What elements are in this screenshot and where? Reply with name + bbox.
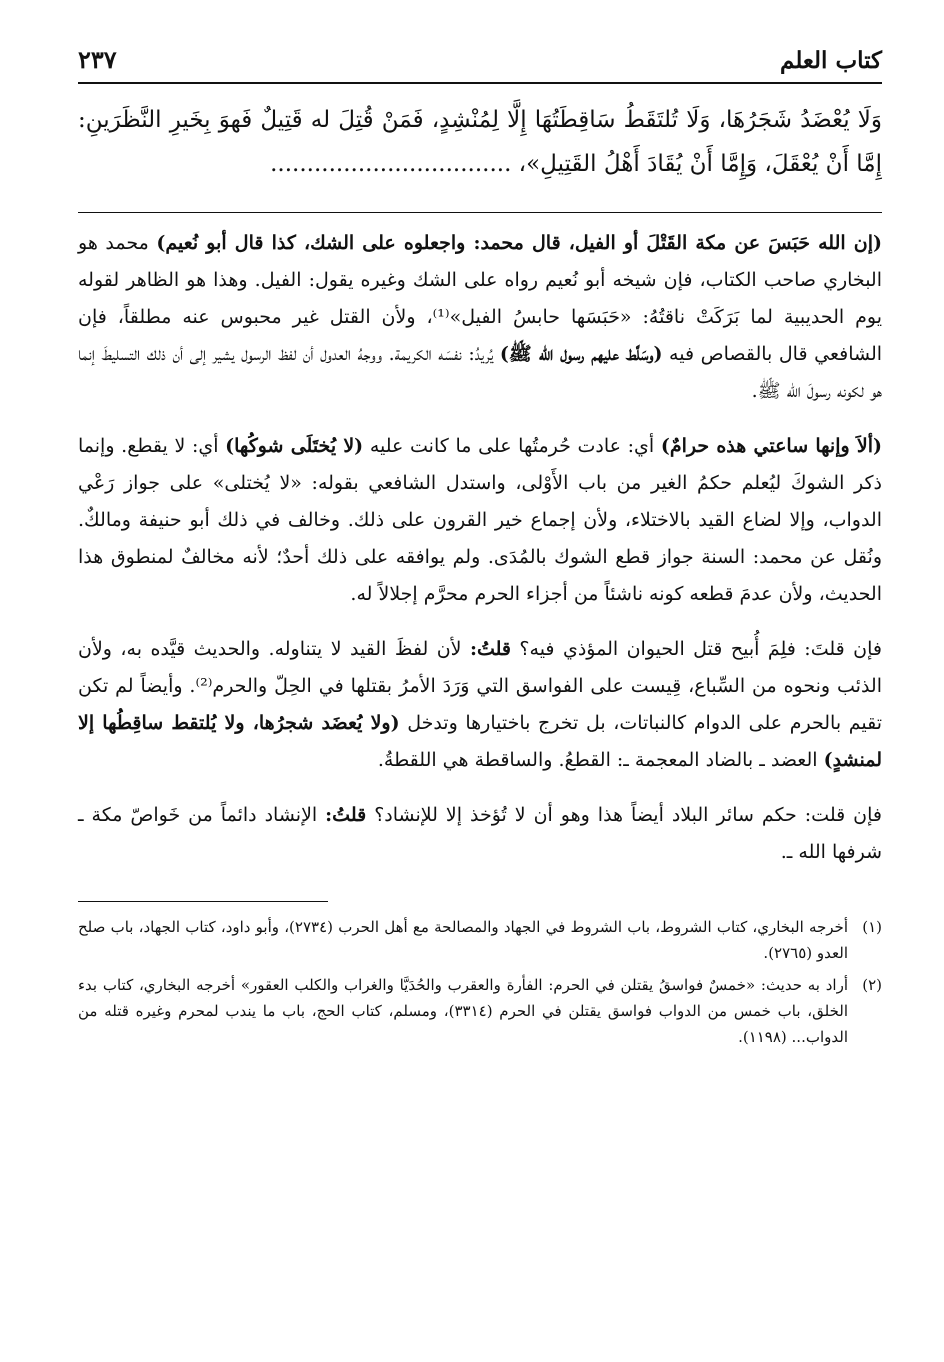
bold-quote: (إن الله حَبَسَ عن مكة القَتْلَ أو الفيل، قال محمد: واجعلوه على الشك، كذا قال أبو نُعيم) [156,232,882,254]
commentary-paragraph-1 [78,225,882,410]
paragraph-text: أي: عادت حُرمتُها على ما كانت عليه [363,435,661,457]
bold-quote: (لا يُختَلَى شوكُها) [225,435,364,457]
bold-quote: (ولا يُعضَد شجرُها، ولا يُلتقط ساقِطُها إلا لمنشدٍ) [78,712,882,771]
commentary-paragraph-4 [78,797,882,871]
footnote-number: (١) [862,918,882,936]
hadith-text: وَلَا يُعْضَدُ شَجَرُهَا، وَلَا تُلتَقَطُ سَاقِطَتُهَا إِلَّا لِمُنْشِدٍ، فَمَنْ قُتِلَ له قَتِيلٌ فَهوَ بِخَيرِ النَّظَرَينِ: إِمَّا أَنْ يُعْقَلَ، وَإِمَّا أَنْ يُقَادَ أَهْلُ القَتِيلِ»، ................................. [78,107,882,177]
footnote-number: (٢) [862,976,882,994]
commentary-paragraph-2 [78,428,882,613]
bold-quote: (وسَلَّط عليهم رسول الله ﷺ) [499,343,663,365]
footnote-2 [78,972,882,1050]
paragraph-text: العضد ـ بالضاد المعجمة ـ: القطعُ. والساقطة هي اللقطةُ. [377,749,824,771]
paragraph-text: فإن قلت: حكم سائر البلاد أيضاً هذا وهو أن لا تُؤخذ إلا للإنشاد؟ [366,804,882,826]
footnote-text: أخرجه البخاري، كتاب الشروط، باب الشروط في الجهاد والمصالحة مع أهل الحرب (٢٧٣٤)، وأبو داود، كتاب الجهاد، باب صلح العدو (٢٧٦٥). [78,918,848,962]
page-header [78,36,882,84]
footnote-divider [78,901,328,902]
paragraph-text: يُريدُ: نفسَه الكريمة. ووجهُ العدول أن لفظ الرسول يشير إلى أن ذلك التسليطَ إنما هو لكونه رسولَ الله ﷺ. [78,343,882,402]
section-divider [78,212,882,213]
bold-quote: (ألاَ وإنها ساعتي هذه حرامٌ) [660,435,882,457]
paragraph-text: فإن قلتَ: فلِمَ أُبيح قتل الحيوان المؤذي فيه؟ [510,638,882,660]
book-title: كتاب العلم [780,47,882,74]
footnote-1 [78,914,882,966]
paragraph-text: الإنشاد دائماً من خَواصّ مكة ـ شرفها الله ـ. [78,804,882,863]
commentary-paragraph-3 [78,631,882,779]
paragraph-text: محمد هو البخاري صاحب الكتاب، فإن شيخه أبو نُعيم رواه على الشك وغيره يقول: الفيل. وهذا هو الظاهر لقوله يوم الحديبية لما بَرَكَتْ ناقتُهُ: «حَبَسَها حابسُ الفيل»⁽¹⁾، ولأن القتل غير محبوس عنه مطلقاً، فإن الشافعي قال بالقصاص فيه [78,232,883,365]
page-number: ٢٣٧ [78,45,117,74]
paragraph-text: أي: لا يقطع. وإنما ذكر الشوكَ ليُعلم حكمُ الغير من باب الأَوْلى، واستدل الشافعي بقوله: «لا يُختلى» على جواز رَعْي الدواب، وإلا لضاع القيد بالاختلاء، ولأن إجماع خير القرون على ذلك. وخالف في ذلك أبو حنيفة ومالكٌ. ونُقل عن محمد: السنة جواز قطع الشوك بالمُدَى. ولم يوافقه على ذلك أحدٌ؛ لأنه مخالفٌ لمنطوق هذا الحديث، ولأن عدمَ قطعه كونه ناشئاً من أجزاء الحرم محرَّم إجلالاً له. [78,435,882,605]
footnote-text: أراد به حديث: «خمسٌ فواسقُ يقتلن في الحرم: الفأرة والعقرب والحُدَيَّا والغراب والكلب العقور» أخرجه البخاري، كتاب بدء الخلق، باب خمس من الدواب فواسق يقتلن في الحرم (٣٣١٤)، ومسلم، كتاب الحج، باب ما يندب لمحرم وغيره قتله من الدواب... (١١٩٨). [78,976,848,1046]
book-page [78,36,882,1056]
bold-answer: قلتُ: [325,804,367,826]
paragraph-text: لأن لفظَ القيد لا يتناوله. والحديث قيَّده به، ولأن الذئب ونحوه من السِّباع، قِيست على الفواسق التي وَرَدَ الأمرُ بقتلها في الحِلّ والحرم⁽²⁾. وأيضاً لم تكن تقيم بالحرم على الدوام كالنباتات، بل تخرج باختيارها وتدخل [78,638,882,734]
bold-answer: قلتُ: [469,638,511,660]
